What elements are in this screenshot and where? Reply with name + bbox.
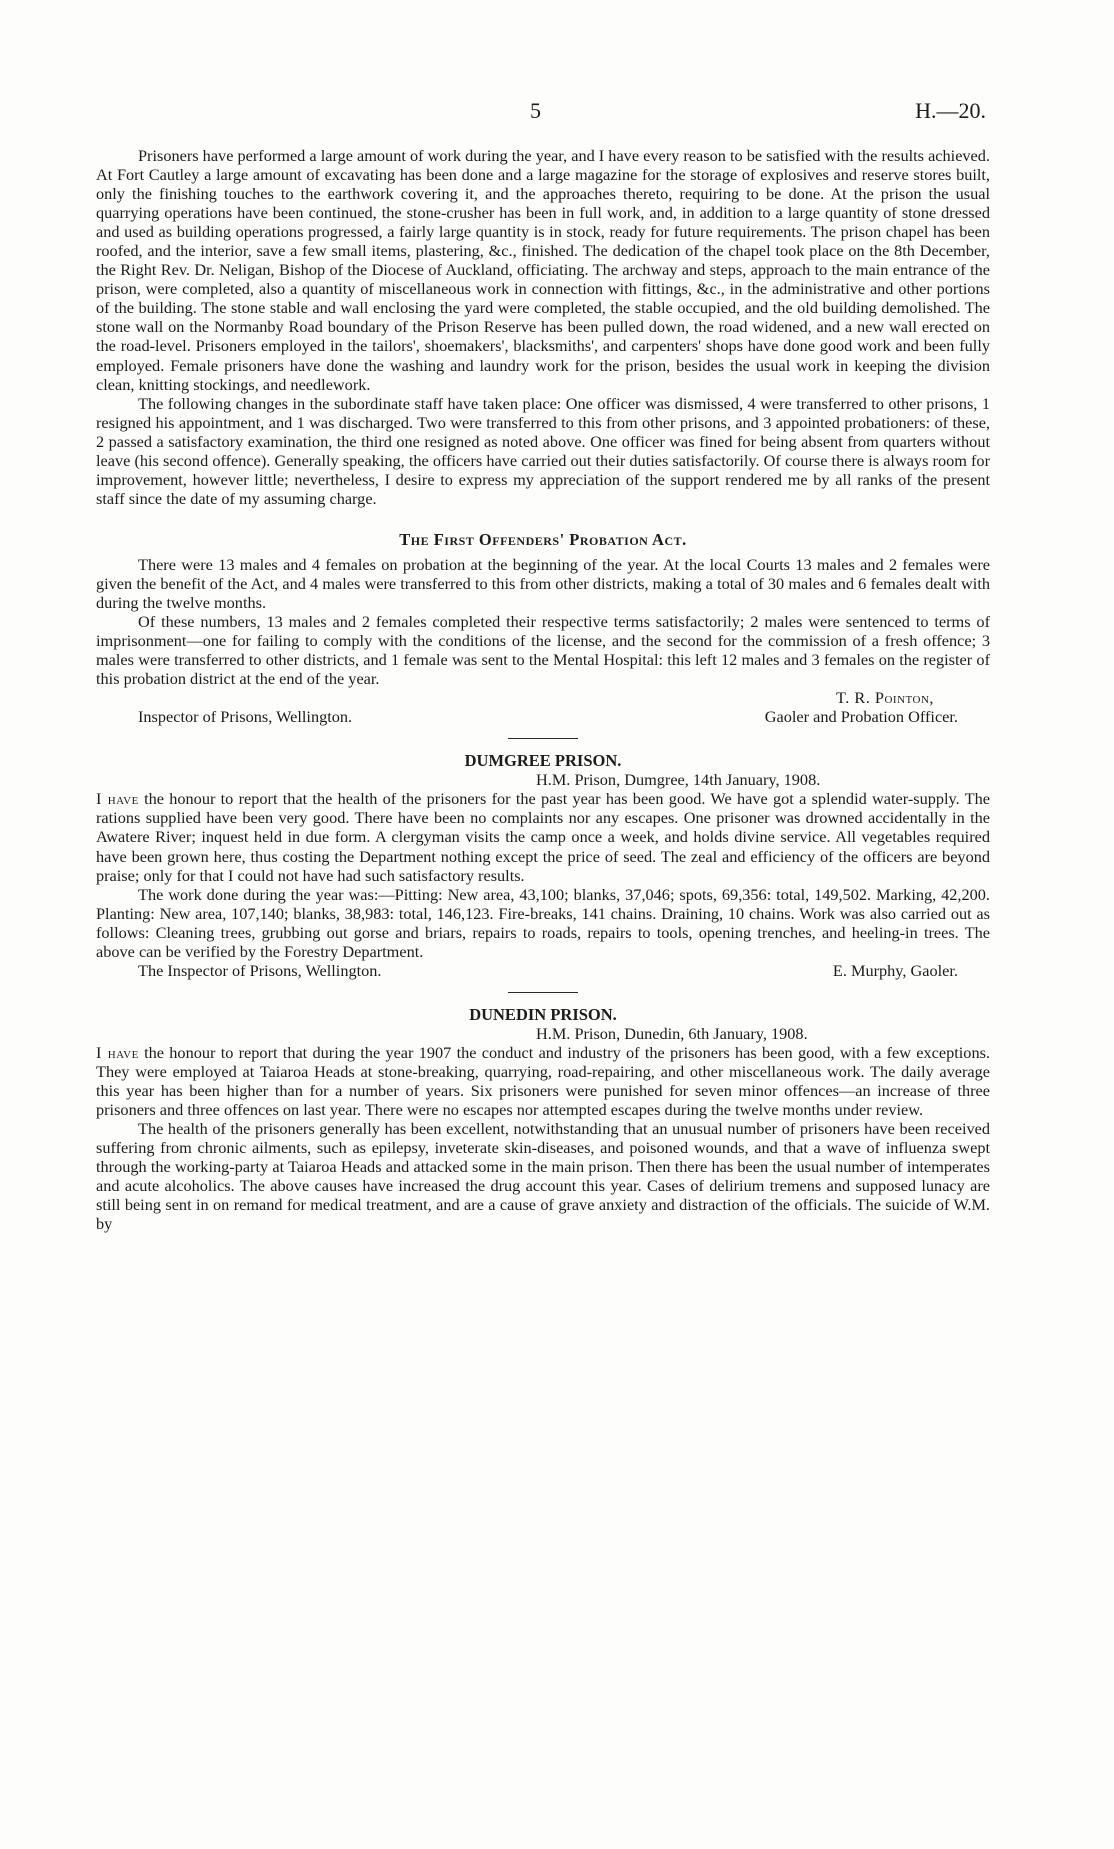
- date-line: H.M. Prison, Dunedin, 6th January, 1908.: [536, 1023, 808, 1043]
- report-paragraph: The work done during the year was:—Pitting: New area, 43,100; blanks, 37,046; spots, 69,356: total, 149,502. Marking, 42,200. Planting: New area, 107,140; blanks, 38,983: total, 146,123. Fire-breaks, 141 chains. Draining, 10 chains. Work was also carried out as follows: Cleaning trees, grubbing out gorse and briars, repairs to roads, repairs to tools, opening trenches, and heeling-in trees. The above can be verified by the Forestry Department.: [96, 884, 990, 961]
- addressee: The Inspector of Prisons, Wellington.: [138, 960, 382, 980]
- signature-row: [96, 688, 990, 707]
- addressee: Inspector of Prisons, Wellington.: [138, 707, 353, 727]
- document-body: [96, 146, 990, 1233]
- intro-paragraph: Prisoners have performed a large amount of work during the year, and I have every reason to be satisfied with the results achieved. At Fort Cautley a large amount of excavating has been done and a large magazine for the storage of explosives and reserve stores built, only the finishing touches to the earthwork covering it, and the approaches thereto, requiring to be done. At the prison the usual quarrying operations have been continued, the stone-crusher has been in full work, and, in addition to a large quantity of stone dressed and used as building operations progressed, a fairly large quantity is in stock, ready for future requirements. The prison chapel has been roofed, and the interior, save a few small items, plastering, &c., finished. The dedication of the chapel took place on the 8th December, the Right Rev. Dr. Neligan, Bishop of the Diocese of Auckland, officiating. The archway and steps, approach to the main entrance of the prison, were completed, also a quantity of miscellaneous work in connection with fittings, &c., in the administrative and other portions of the building. The stone stable and wall enclosing the yard were completed, the stable occupied, and the old building demolished. The stone wall on the Normanby Road boundary of the Prison Reserve has been pulled down, the road widened, and a new wall erected on the road-level. Prisoners employed in the tailors', shoemakers', blacksmiths', and carpenters' shops have done good work and been fully employed. Female prisoners have done the washing and laundry work for the prison, besides the usual work in keeping the division clean, knitting stockings, and needlework.: [96, 146, 990, 394]
- section-title: The First Offenders' Probation Act.: [399, 529, 687, 549]
- intro-paragraph: The following changes in the subordinate staff have taken place: One officer was dismissed, 4 were transferred to other prisons, 1 resigned his appointment, and 1 was discharged. Two were transferred to this from other prisons, and 3 appointed probationers: of these, 2 passed a satisfactory examination, the third one resigned as noted above. One officer was fined for being absent from quarters without leave (his second offence). Generally speaking, the officers have carried out their duties satisfactorily. Of course there is always room for improvement, however little; nevertheless, I desire to express my appreciation of the support rendered me by all ranks of the present staff since the date of my assuming charge.: [96, 393, 990, 508]
- probation-paragraph: Of these numbers, 13 males and 2 females completed their respective terms satisfactorily; 2 males were sentenced to terms of imprisonment—one for failing to comply with the conditions of the license, and the second for the commission of a fresh offence; 3 males were transferred to other districts, and 1 female was sent to the Mental Hospital: this left 12 males and 3 females on the register of this probation district at the end of the year.: [96, 612, 990, 689]
- section-divider: [508, 992, 578, 993]
- probation-paragraph: There were 13 males and 4 females on probation at the beginning of the year. At the local Courts 13 males and 2 females were given the benefit of the Act, and 4 males were transferred to this from other districts, making a total of 30 males and 6 females dealt with during the twelve months.: [96, 554, 990, 613]
- report-paragraph: [96, 789, 990, 884]
- signatory-name: T. R. Pointon,: [836, 688, 934, 708]
- dumgree-section: [96, 751, 990, 980]
- report-paragraph: [96, 1043, 990, 1119]
- section-divider: [508, 738, 578, 739]
- dunedin-section: [96, 1005, 990, 1234]
- signature-row: [96, 961, 990, 980]
- paragraph-text: the honour to report that the health of the prisoners for the past year has been good. We have got a splendid water-supply. The rations supplied have been very good. There have been no complaints nor any escapes. One prisoner was drowned accidentally in the Awatere River; inquest held in due form. A clergyman visits the camp once a week, and holds divine service. All vegetables required have been grown here, thus costing the Department nothing except the price of seed. The zeal and efficiency of the officers are beyond praise; only for that I could not have had such satisfactory results.: [96, 789, 990, 885]
- signature-row: [96, 707, 990, 726]
- page-header: [0, 96, 1114, 130]
- probation-section: [96, 530, 990, 726]
- report-paragraph: The health of the prisoners generally has been excellent, notwithstanding that an unusual number of prisoners have been received suffering from chronic ailments, such as epilepsy, inveterate skin-diseases, and poisoned wounds, and that a wave of influenza swept through the working-party at Taiaroa Heads and attacked some in the main prison. Then there has been the usual number of intemperates and acute alcoholics. The above causes have increased the drug account this year. Cases of delirium tremens and supposed lunacy are still being sent in on remand for medical treatment, and are a cause of grave anxiety and distraction of the officials. The suicide of W.M. by: [96, 1119, 990, 1234]
- opening-word: I have: [96, 789, 139, 809]
- page-number: 5: [530, 98, 541, 123]
- intro-section: [96, 146, 990, 508]
- signatory-title: Gaoler and Probation Officer.: [764, 707, 958, 727]
- date-line: H.M. Prison, Dumgree, 14th January, 1908.: [536, 770, 821, 790]
- document-reference: H.—20.: [915, 98, 986, 123]
- paragraph-text: the honour to report that during the year 1907 the conduct and industry of the prisoners has been good, with a few exceptions. They were employed at Taiaroa Heads at stone-breaking, quarrying, road-repairing, and other miscellaneous work. The daily average this year has been higher than for a number of years. Six prisoners were punished for seven minor offences—an increase of three prisoners and three offences on last year. There were no escapes nor attempted escapes during the twelve months under review.: [96, 1042, 990, 1120]
- section-title: DUNEDIN PRISON.: [469, 1004, 617, 1024]
- opening-word: I have: [96, 1042, 139, 1062]
- section-title: DUMGREE PRISON.: [464, 751, 622, 771]
- signatory: E. Murphy, Gaoler.: [832, 960, 958, 980]
